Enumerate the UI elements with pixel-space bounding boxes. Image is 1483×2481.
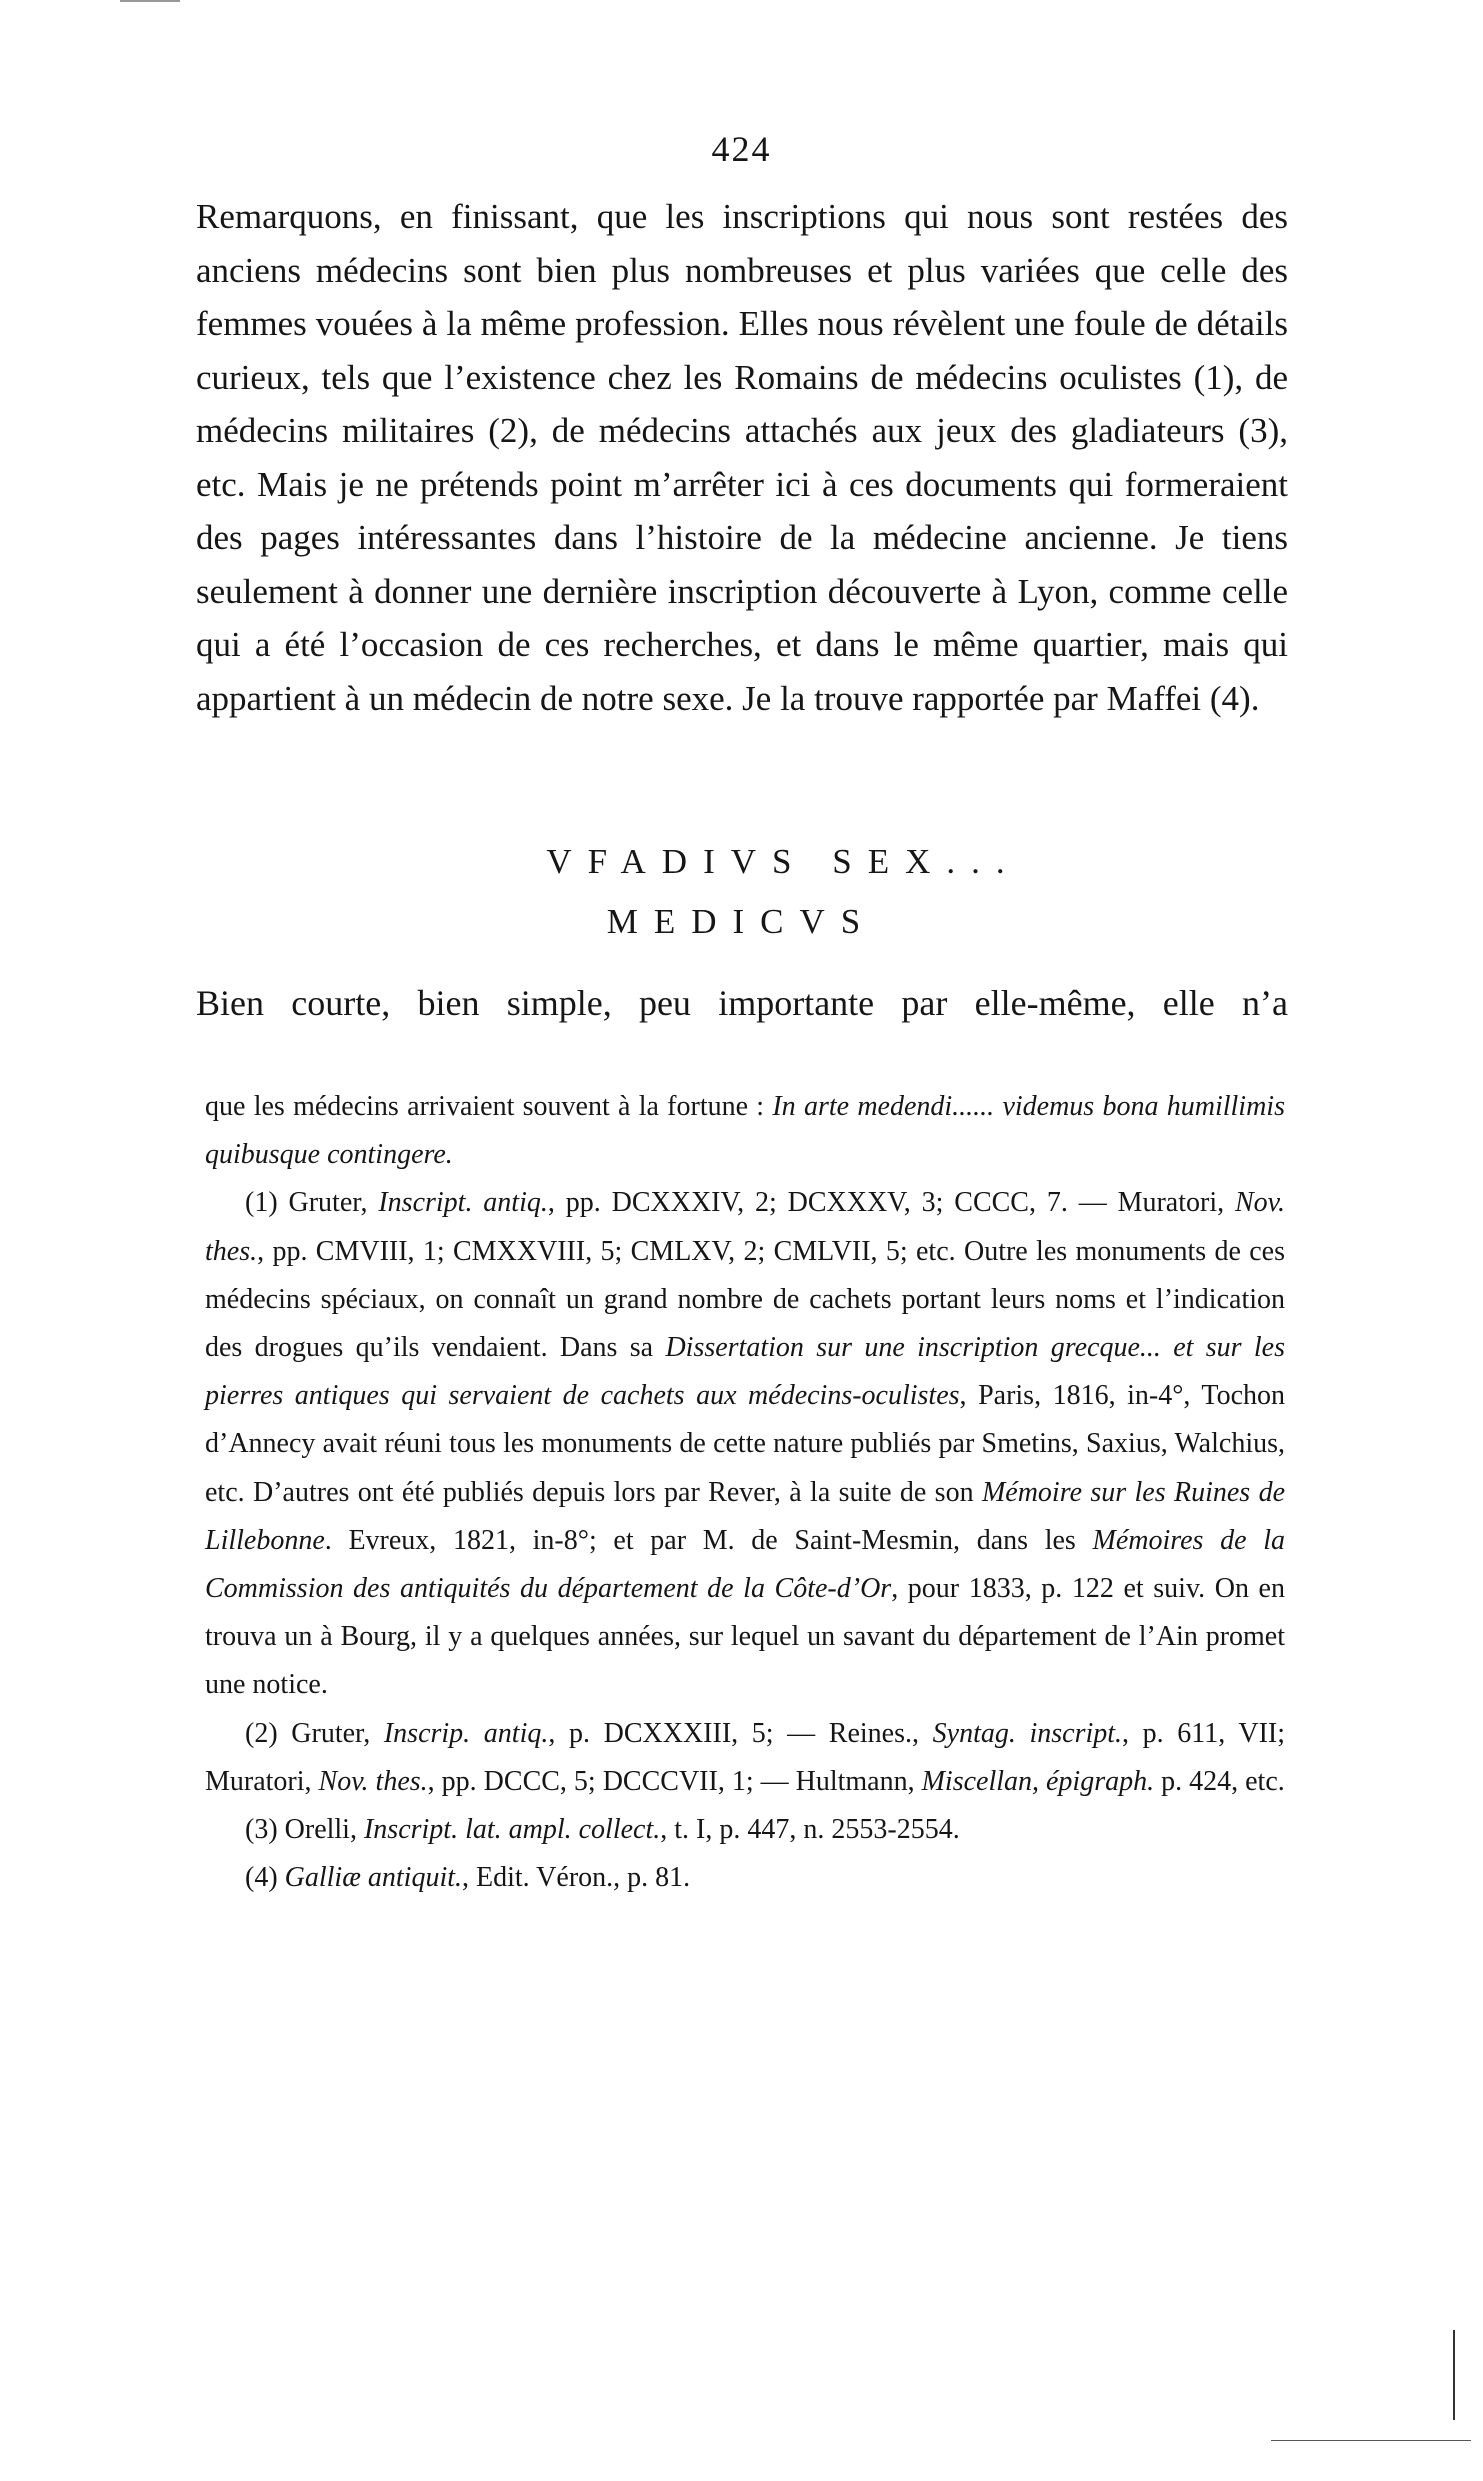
note-title: Miscellan, épigraph. — [921, 1765, 1155, 1797]
footnote-4 — [205, 1854, 1285, 1902]
note-title: Inscript. antiq. — [378, 1187, 548, 1219]
note-title: Inscrip. antiq. — [383, 1717, 549, 1749]
closing-line: Bien courte, bien simple, peu importante par elle-même, elle n’a — [196, 983, 1288, 1023]
main-text — [196, 190, 1288, 725]
note-text: (3) Orelli, — [245, 1814, 364, 1846]
footnote-2 — [205, 1710, 1285, 1806]
note-title: Inscript. lat. ampl. collect. — [363, 1814, 661, 1846]
footnote-continuation — [205, 1083, 1285, 1179]
note-text: , pp. CMVIII, 1; CMXXVIII, 5; CMLXV, 2; CMLVII, 5; etc. Outre les monuments de ces médecins spéciaux, on connaît un grand nombre de cachets portant leurs noms et l’indication des drogues qu’ils vendaient. Dans sa — [205, 1235, 1285, 1364]
body-paragraph: Remarquons, en finissant, que les inscriptions qui nous sont restées des anciens médecins sont bien plus nombreuses et plus variées que celle des femmes vouées à la même profession. Elles nous révèlent une foule de détails curieux, tels que l’existence chez les Romains de médecins oculistes (1), de médecins militaires (2), de médecins attachés aux jeux des gladiateurs (3), etc. Mais je ne prétends point m’arrêter ici à ces documents qui formeraient des pages intéressantes dans l’histoire de la médecine ancienne. Je tiens seulement à donner une dernière inscription découverte à Lyon, comme celle qui a été l’occasion de ces recherches, et dans le même quartier, mais qui appartient à un médecin de notre sexe. Je la trouve rapportée par Maffei (4). — [196, 197, 1288, 718]
note-title: Nov. thes. — [205, 1187, 1285, 1267]
footnote-3 — [205, 1806, 1285, 1854]
note-text: . Evreux, 1821, in-8°; et par M. de Saint-Mesmin, dans les — [324, 1524, 1093, 1556]
note-text: , pp. DCXXXIV, 2; DCXXXV, 3; CCCC, 7. — Muratori, — [547, 1187, 1235, 1219]
footnote-1 — [205, 1179, 1285, 1709]
note-text: p. 424, etc. — [1154, 1765, 1285, 1797]
note-text: (2) Gruter, — [245, 1717, 384, 1749]
footnotes — [205, 1083, 1285, 1902]
scan-edge-mark — [1453, 2330, 1455, 2420]
page-number: 424 — [711, 129, 772, 169]
note-title: Galliæ antiquit. — [284, 1862, 463, 1894]
note-text: (4) — [245, 1862, 285, 1894]
note-text: (1) Gruter, — [245, 1187, 379, 1219]
note-text: , Paris, 1816, in-4°, Tochon d’Annecy avait réuni tous les monuments de cette nature publiés par Smetins, Saxius, Walchius, etc. D’autres ont été publiés depuis lors par Rever, à la suite de son — [205, 1380, 1286, 1508]
note-title: Dissertation sur une inscription grecque... et sur les pierres antiques qui servaient de cachets aux médecins-oculistes — [205, 1332, 1285, 1412]
note-text: que les médecins arrivaient souvent à la fortune : — [205, 1091, 773, 1122]
note-title: Syntag. inscript. — [932, 1717, 1123, 1749]
note-title: Mémoire sur les Ruines de Lillebonne — [205, 1476, 1286, 1556]
note-text: , p. 611, VII; Muratori, — [205, 1717, 1286, 1797]
note-title: Mémoires de la Commission des antiquités du département de la Côte-d’Or — [205, 1524, 1286, 1605]
note-text: , t. I, p. 447, n. 2553-2554. — [660, 1814, 960, 1846]
note-title: Nov. thes. — [318, 1765, 428, 1797]
note-text: , p. DCXXXIII, 5; — Reines., — [548, 1717, 933, 1749]
note-text: , pour 1833, p. 122 et suiv. On en trouva un à Bourg, il y a quelques années, sur lequel un savant du département de l’Ain promet une notice. — [205, 1573, 1285, 1701]
inscription-line-1: VFADIVS SEX... — [546, 842, 1021, 881]
scan-mark — [120, 0, 180, 2]
inscription-line-2: MEDICVS — [606, 902, 877, 941]
note-quote: In arte medendi...... videmus bona humillimis quibusque contingere. — [205, 1091, 1285, 1171]
scan-edge-rule — [1271, 2440, 1471, 2441]
note-text: , pp. DCCC, 5; DCCCVII, 1; — Hultmann, — [427, 1765, 922, 1797]
note-text: , Edit. Véron., p. 81. — [462, 1862, 691, 1894]
